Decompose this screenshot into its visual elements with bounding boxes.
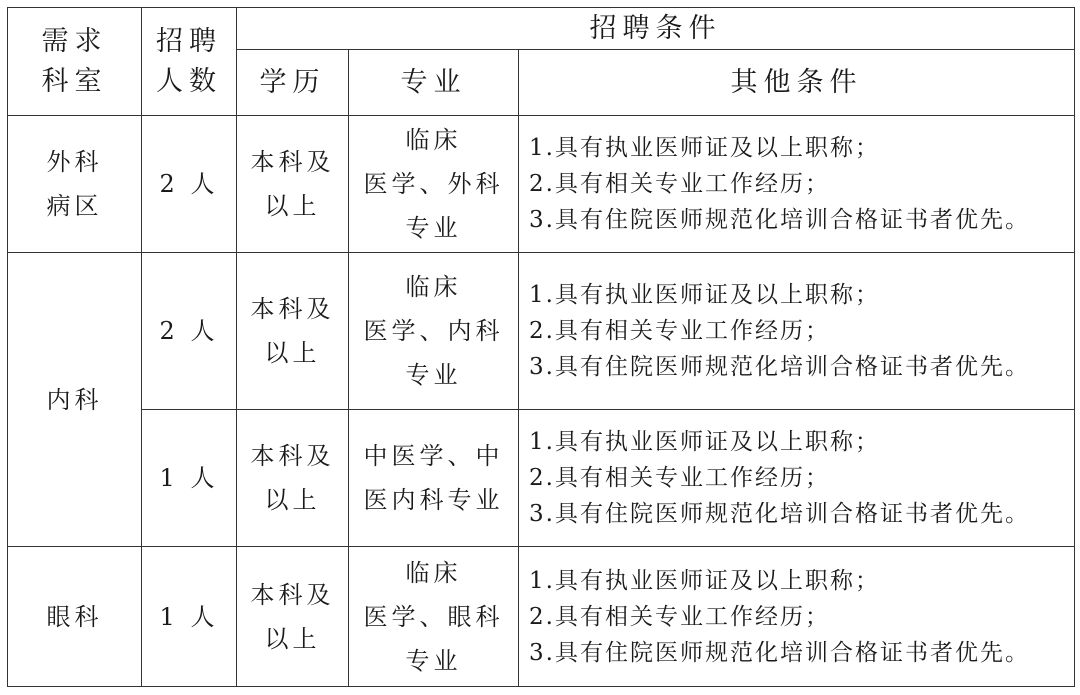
condition-line: 2.具有相关专业工作经历； xyxy=(529,465,830,491)
major-cell xyxy=(349,253,519,410)
condition-line: 1.具有执业医师证及以上职称； xyxy=(529,282,880,308)
education-cell xyxy=(237,547,349,687)
education-line: 以上 xyxy=(264,486,321,514)
major-line: 临床 xyxy=(405,273,462,301)
major-line: 临床 xyxy=(405,558,462,587)
count-cell: 1 人 xyxy=(142,410,237,547)
conditions-cell xyxy=(519,547,1075,687)
dept-cell xyxy=(8,116,142,253)
dept-line: 病区 xyxy=(46,192,103,220)
header-count-line: 人数 xyxy=(156,65,222,97)
major-line: 医学、外科 xyxy=(363,170,504,198)
condition-line: 2.具有相关专业工作经历； xyxy=(529,603,830,630)
header-education: 学历 xyxy=(237,50,349,116)
condition-line: 2.具有相关专业工作经历； xyxy=(529,171,830,197)
education-line: 以上 xyxy=(264,339,321,367)
table-row xyxy=(8,116,1075,253)
education-line: 以上 xyxy=(264,624,321,653)
header-other: 其他条件 xyxy=(519,50,1075,116)
major-line: 医学、眼科 xyxy=(363,602,504,631)
conditions-cell xyxy=(519,410,1075,547)
header-count xyxy=(142,8,237,116)
condition-line: 1.具有执业医师证及以上职称； xyxy=(529,567,880,594)
education-cell xyxy=(237,253,349,410)
condition-line: 3.具有住院医师规范化培训合格证书者优先。 xyxy=(529,501,1030,527)
major-line: 中医学、中 xyxy=(363,442,504,470)
condition-line: 3.具有住院医师规范化培训合格证书者优先。 xyxy=(529,639,1030,666)
header-dept-line: 需求 xyxy=(41,25,108,57)
major-cell xyxy=(349,116,519,253)
education-line: 本科及 xyxy=(250,442,335,470)
major-line: 专业 xyxy=(405,646,462,675)
major-line: 医学、内科 xyxy=(363,317,504,345)
header-dept-line: 科室 xyxy=(41,65,108,97)
condition-line: 3.具有住院医师规范化培训合格证书者优先。 xyxy=(529,354,1030,380)
count-cell: 2 人 xyxy=(142,116,237,253)
table-row xyxy=(8,410,1075,547)
major-line: 专业 xyxy=(405,361,462,389)
major-cell xyxy=(349,410,519,547)
dept-cell: 内科 xyxy=(8,253,142,547)
header-dept xyxy=(8,8,142,116)
condition-line: 1.具有执业医师证及以上职称； xyxy=(529,135,880,161)
header-major: 专业 xyxy=(349,50,519,116)
major-cell xyxy=(349,547,519,687)
education-cell xyxy=(237,410,349,547)
major-line: 专业 xyxy=(405,214,462,242)
education-line: 以上 xyxy=(264,192,321,220)
education-cell xyxy=(237,116,349,253)
dept-cell: 眼科 xyxy=(8,547,142,687)
condition-line: 3.具有住院医师规范化培训合格证书者优先。 xyxy=(529,207,1030,233)
education-line: 本科及 xyxy=(250,580,335,609)
count-cell: 2 人 xyxy=(142,253,237,410)
header-conditions: 招聘条件 xyxy=(237,8,1075,50)
dept-line: 外科 xyxy=(46,148,103,176)
header-count-line: 招聘 xyxy=(156,25,222,57)
table-row xyxy=(8,253,1075,410)
header-row-1 xyxy=(8,8,1075,50)
major-line: 临床 xyxy=(405,126,462,154)
condition-line: 2.具有相关专业工作经历； xyxy=(529,318,830,344)
major-line: 医内科专业 xyxy=(363,486,504,514)
recruitment-table xyxy=(7,7,1075,687)
condition-line: 1.具有执业医师证及以上职称； xyxy=(529,429,880,455)
conditions-cell xyxy=(519,116,1075,253)
education-line: 本科及 xyxy=(250,148,335,176)
conditions-cell xyxy=(519,253,1075,410)
table-row xyxy=(8,547,1075,687)
count-cell: 1 人 xyxy=(142,547,237,687)
education-line: 本科及 xyxy=(250,295,335,323)
